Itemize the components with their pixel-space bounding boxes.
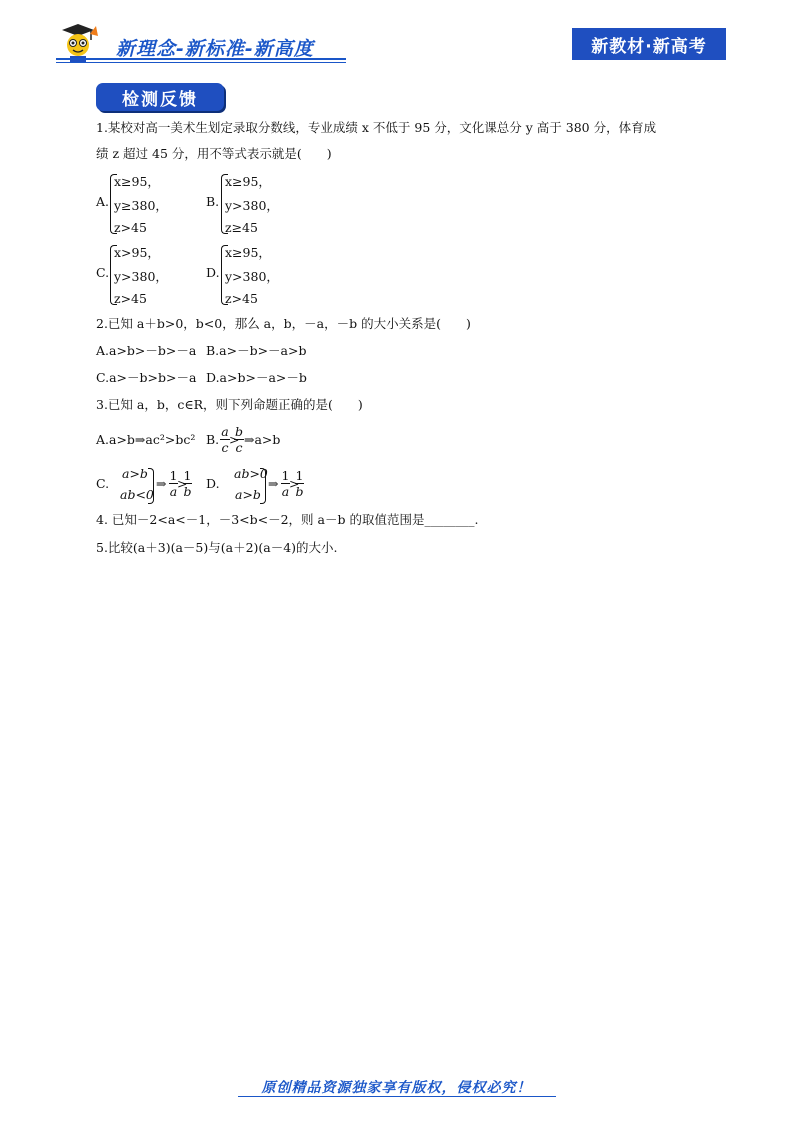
- q1-stem-line1: 1.某校对高一美术生划定录取分数线，专业成绩 x 不低于 95 分，文化课总分 y 高于 380 分，体育成: [96, 120, 657, 135]
- greater-than-sign: >: [177, 476, 188, 491]
- right-brace: [260, 468, 266, 504]
- q4-stem: 4. 已知－2<a<－1，－3<b<－2，则 a－b 的取值范围是________.: [96, 512, 479, 527]
- fraction-numerator: a: [221, 424, 229, 439]
- fraction-numerator: 1: [295, 468, 304, 483]
- q1-stem-line2: 绩 z 超过 45 分，用不等式表示就是( ): [96, 146, 332, 161]
- implies-sign: ⇒: [268, 476, 279, 491]
- header-rule: [56, 58, 346, 60]
- q3-option-d-label: D.: [206, 476, 220, 491]
- q3-option-c-label: C.: [96, 476, 110, 491]
- condition-bottom: ab<0: [120, 487, 154, 502]
- ineq-row: y≥380，: [114, 198, 168, 213]
- fraction-numerator: b: [234, 424, 243, 439]
- q5-stem: 5.比较(a＋3)(a－5)与(a＋2)(a－4)的大小.: [96, 540, 338, 555]
- ineq-row: z>45: [225, 291, 258, 306]
- ineq-row: x≥95，: [114, 174, 160, 189]
- right-brace: [148, 468, 154, 504]
- q3-stem: 3.已知 a，b，c∈R，则下列命题正确的是( ): [96, 397, 363, 412]
- condition-bottom: a>b: [235, 487, 261, 502]
- fraction-denominator: b: [295, 484, 304, 499]
- greater-than-sign: >: [229, 432, 240, 447]
- q2-option-b: B.a>－b>－a>b: [206, 343, 307, 358]
- section-tag: 检测反馈: [96, 83, 224, 111]
- header-rule-thin: [56, 62, 346, 63]
- fraction-1-over-b: [183, 468, 192, 499]
- ineq-row: z>45: [114, 291, 147, 306]
- header-badge: 新教材·新高考: [572, 28, 726, 60]
- fraction-numerator: 1: [281, 468, 290, 483]
- fraction-denominator: c: [235, 440, 243, 455]
- fraction-denominator: a: [169, 484, 178, 499]
- header-slogan: 新理念-新标准-新高度: [116, 38, 314, 60]
- greater-than-sign: >: [289, 476, 300, 491]
- condition-top: a>b: [122, 466, 148, 481]
- ineq-row: y>380，: [114, 269, 168, 284]
- fraction-denominator: a: [281, 484, 290, 499]
- q2-option-a: A.a>b>－b>－a: [96, 343, 197, 358]
- q2-stem: 2.已知 a＋b>0，b<0，那么 a，b，－a，－b 的大小关系是( ): [96, 316, 471, 331]
- condition-top: ab>0: [234, 466, 268, 481]
- fraction-b-over-c: [234, 424, 244, 455]
- footer-rule: [238, 1096, 556, 1097]
- option-label: C.: [96, 265, 110, 280]
- implies-sign: ⇒: [156, 476, 167, 491]
- ineq-row: x>95，: [114, 245, 160, 260]
- q3-option-b-label: B.: [206, 432, 220, 447]
- ineq-row: y>380，: [225, 198, 279, 213]
- ineq-row: x≥95，: [225, 245, 271, 260]
- footer-copyright: 原创精品资源独家享有版权，侵权必究！: [261, 1080, 532, 1096]
- q3-option-a: A.a>b⇒ac²>bc²: [96, 432, 196, 447]
- q2-option-c: C.a>－b>b>－a: [96, 370, 197, 385]
- fraction-numerator: 1: [169, 468, 178, 483]
- q3-option-b-tail: ⇒a>b: [244, 432, 281, 447]
- ineq-row: z>45: [114, 220, 147, 235]
- ineq-row: y>380，: [225, 269, 279, 284]
- fraction-denominator: c: [221, 440, 229, 455]
- option-label: D.: [206, 265, 220, 280]
- option-label: B.: [206, 194, 220, 209]
- ineq-row: z≥45: [225, 220, 258, 235]
- fraction-numerator: 1: [183, 468, 192, 483]
- q2-option-d: D.a>b>－a>－b: [206, 370, 307, 385]
- option-label: A.: [96, 194, 110, 209]
- fraction-denominator: b: [183, 484, 192, 499]
- fraction-1-over-b: [295, 468, 304, 499]
- ineq-row: x≥95，: [225, 174, 271, 189]
